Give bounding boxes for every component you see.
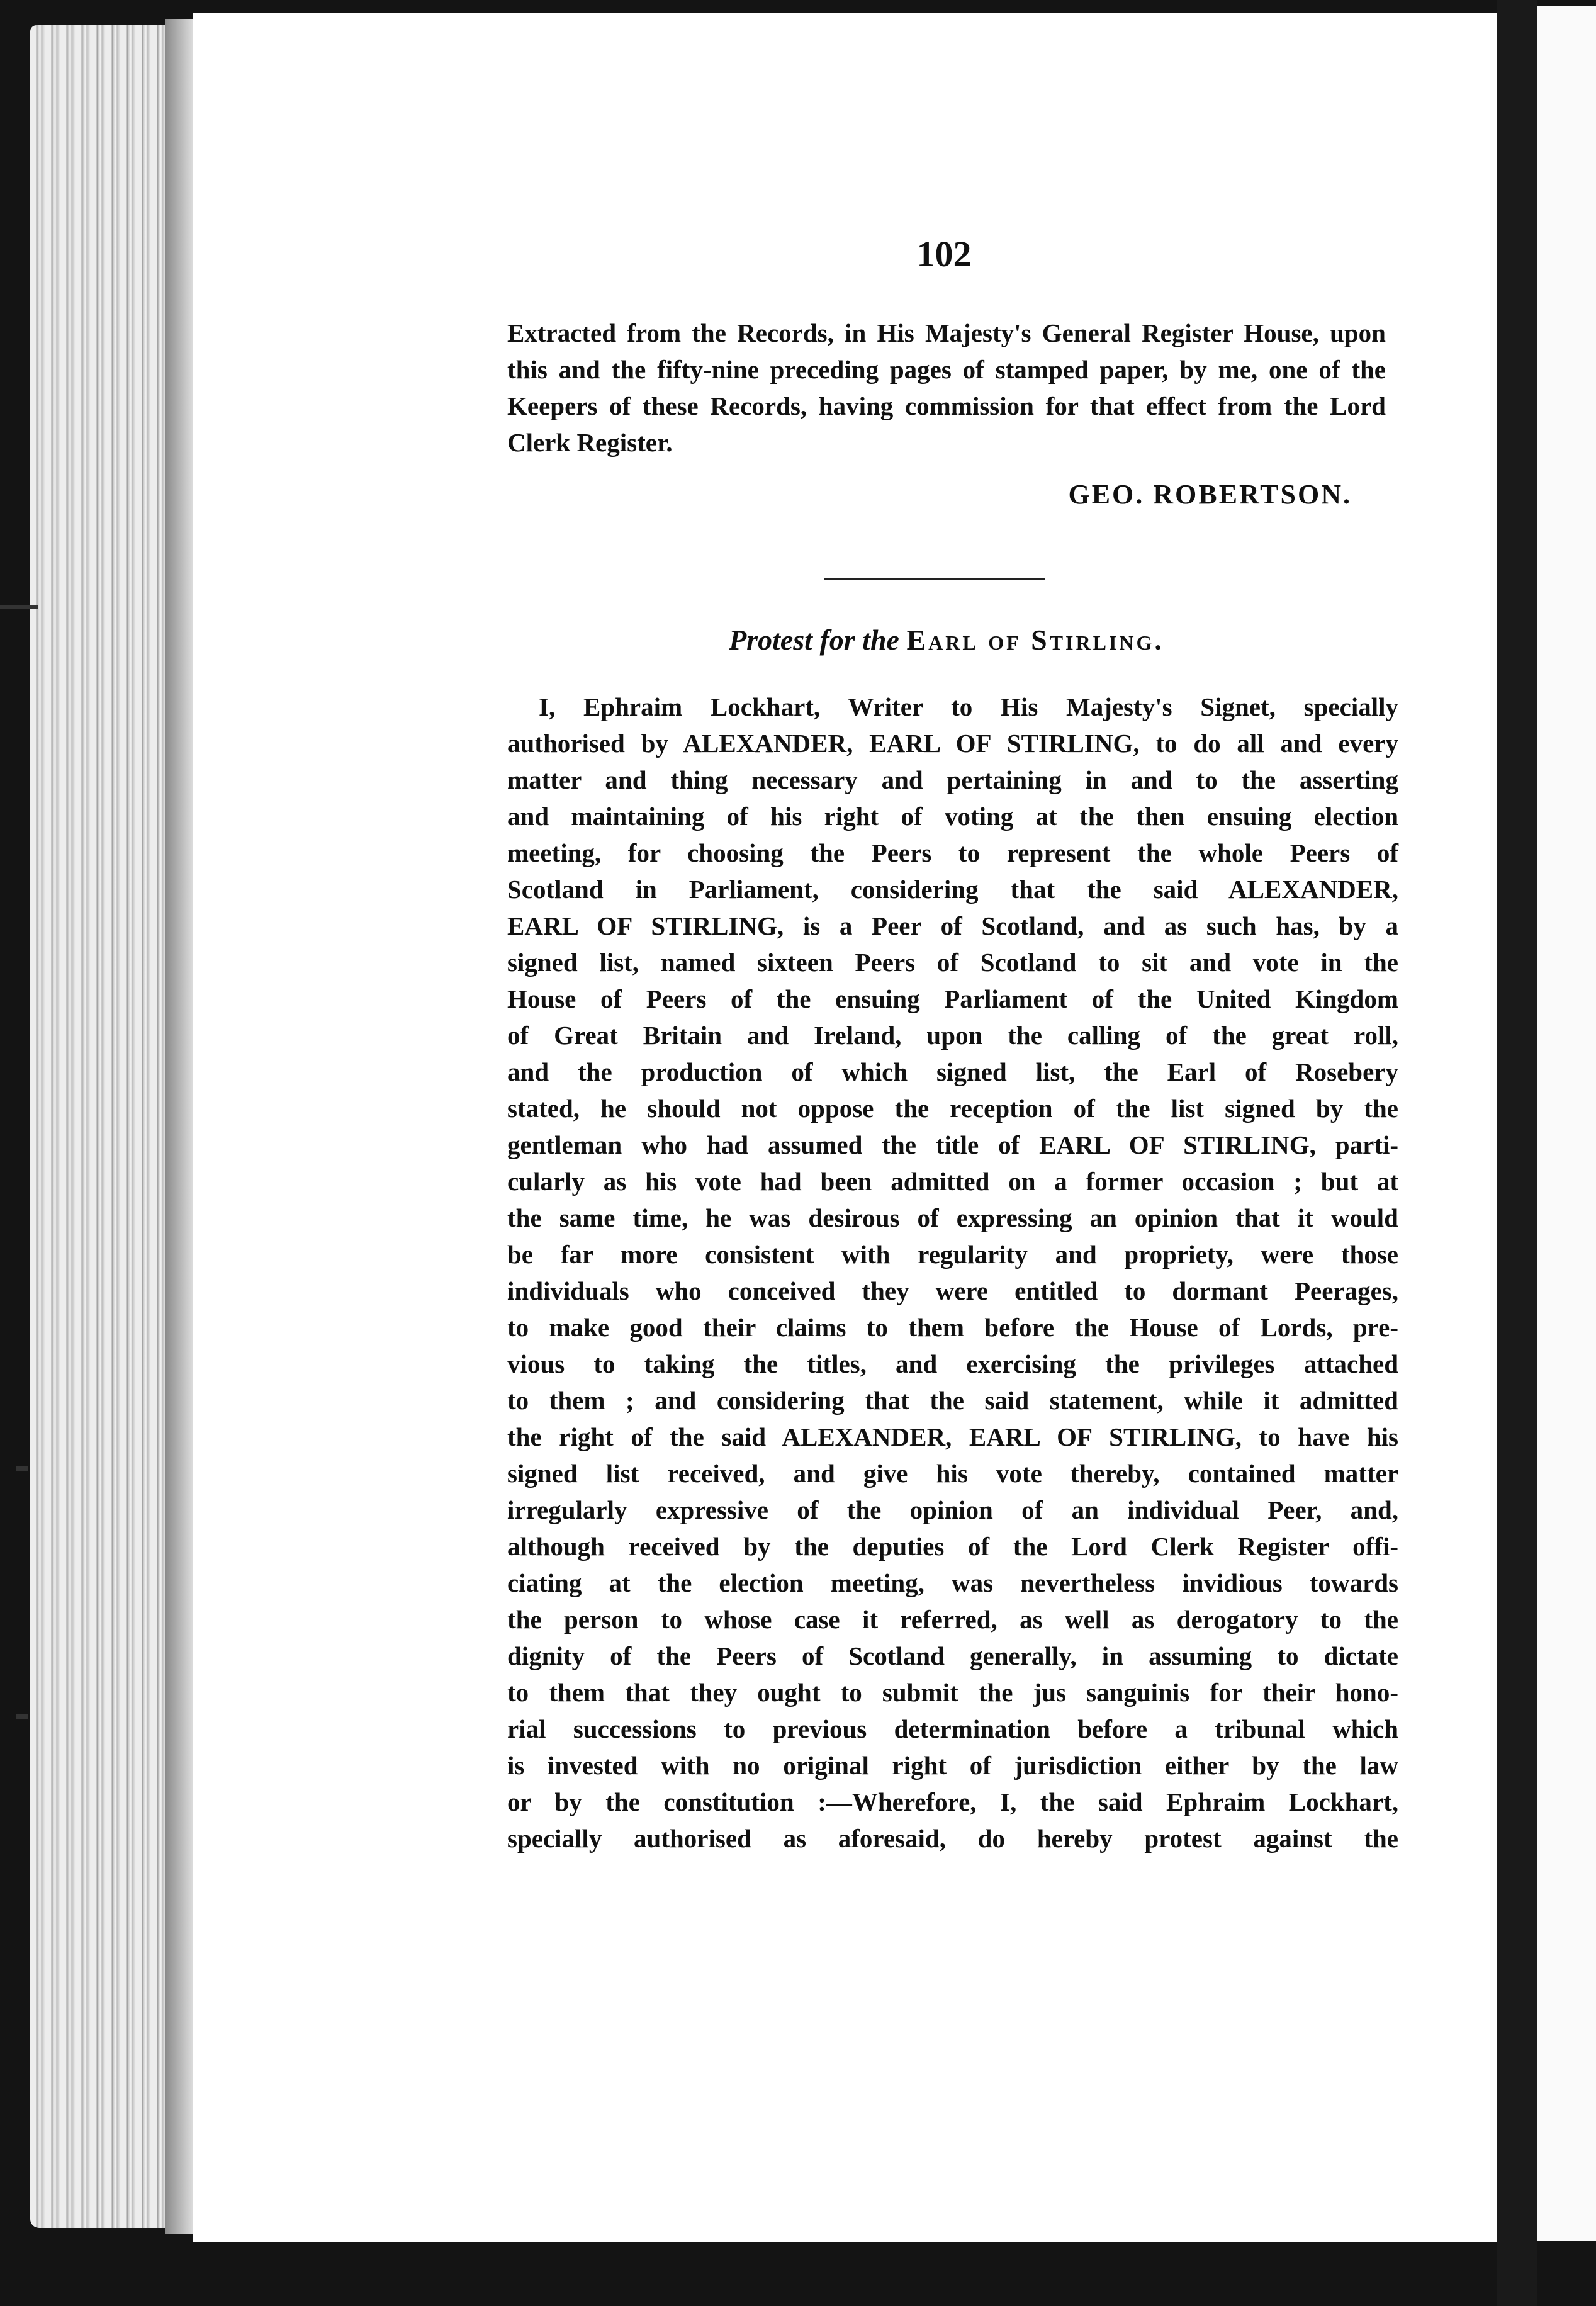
right-margin-dark-band: [1497, 0, 1537, 2306]
text-line: House of Peers of the ensuing Parliament of the United Kingdom: [507, 984, 1398, 1013]
page-number: 102: [916, 233, 972, 274]
text-line: EARL OF STIRLING, is a Peer of Scotland, and as such has, by a: [507, 911, 1398, 940]
text-line: ciating at the election meeting, was nevertheless invidious towards: [507, 1568, 1398, 1597]
text-line: although received by the deputies of the Lord Clerk Register offi-: [507, 1532, 1398, 1561]
signature-line: GEO. ROBERTSON.: [1068, 479, 1352, 510]
text-line: Scotland in Parliament, considering that the said ALEXANDER,: [507, 875, 1398, 904]
section-heading: [507, 623, 1386, 656]
text-line: the right of the said ALEXANDER, EARL OF STIRLING, to have his: [507, 1422, 1398, 1451]
text-line: to them ; and considering that the said statement, while it admitted: [507, 1386, 1398, 1415]
section-divider-rule: [824, 578, 1045, 580]
text-line: signed list received, and give his vote thereby, contained matter: [507, 1459, 1398, 1488]
text-line: the same time, he was desirous of expressing an opinion that it would: [507, 1203, 1398, 1232]
text-line: authorised by ALEXANDER, EARL OF STIRLING, to do all and every: [507, 729, 1398, 758]
text-line: the person to whose case it referred, as well as derogatory to the: [507, 1605, 1398, 1634]
text-line: rial successions to previous determination before a tribunal which: [507, 1714, 1398, 1743]
text-line: dignity of the Peers of Scotland generally, in assuming to dictate: [507, 1641, 1398, 1670]
text-line: stated, he should not oppose the reception of the list signed by the: [507, 1094, 1398, 1123]
text-line: and maintaining of his right of voting at the then ensuing election: [507, 802, 1398, 831]
text-line: irregularly expressive of the opinion of an individual Peer, and,: [507, 1495, 1398, 1524]
text-line: to make good their claims to them before the House of Lords, pre-: [507, 1313, 1398, 1342]
text-line: I, Ephraim Lockhart, Writer to His Majesty's Signet, specially: [539, 692, 1398, 721]
text-line: individuals who conceived they were entitled to dormant Peerages,: [507, 1276, 1398, 1305]
scan-artifact-mark: [16, 1466, 28, 1471]
gutter-shadow: [165, 19, 196, 2234]
heading-italic-part: Protest for the: [729, 624, 899, 656]
extract-paragraph: Extracted from the Records, in His Majesty's General Register House, upon this and the fifty-nine preceding pages of stamped paper, by me, one of the Keepers of these Records, having commission for that effect from the Lord Clerk Register.: [507, 318, 1386, 457]
protest-body-text: [507, 689, 1398, 1857]
text-line: cularly as his vote had been admitted on a former occasion ; but at: [507, 1167, 1398, 1196]
text-line: and the production of which signed list, the Earl of Rosebery: [507, 1057, 1398, 1086]
text-line: of Great Britain and Ireland, upon the calling of the great roll,: [507, 1021, 1398, 1050]
text-line: is invested with no original right of jurisdiction either by the law: [507, 1751, 1398, 1780]
text-line: meeting, for choosing the Peers to represent the whole Peers of: [507, 838, 1398, 867]
text-line: gentleman who had assumed the title of EARL OF STIRLING, parti-: [507, 1130, 1398, 1159]
text-line: vious to taking the titles, and exercising the privileges attached: [507, 1349, 1398, 1378]
text-line: be far more consistent with regularity and propriety, were those: [507, 1240, 1398, 1269]
text-line: or by the constitution :—Wherefore, I, the said Ephraim Lockhart,: [507, 1787, 1398, 1816]
text-line: signed list, named sixteen Peers of Scotland to sit and vote in the: [507, 948, 1398, 977]
text-line: to them that they ought to submit the jus sanguinis for their hono-: [507, 1678, 1398, 1707]
facing-page-sliver: [1537, 6, 1596, 2241]
text-line: specially authorised as aforesaid, do hereby protest against the: [507, 1824, 1398, 1853]
scan-artifact-mark: [0, 605, 38, 609]
heading-smallcaps-part: Earl of Stirling.: [906, 624, 1164, 656]
text-line: matter and thing necessary and pertaining in and to the asserting: [507, 765, 1398, 794]
scan-artifact-mark: [16, 1714, 28, 1719]
